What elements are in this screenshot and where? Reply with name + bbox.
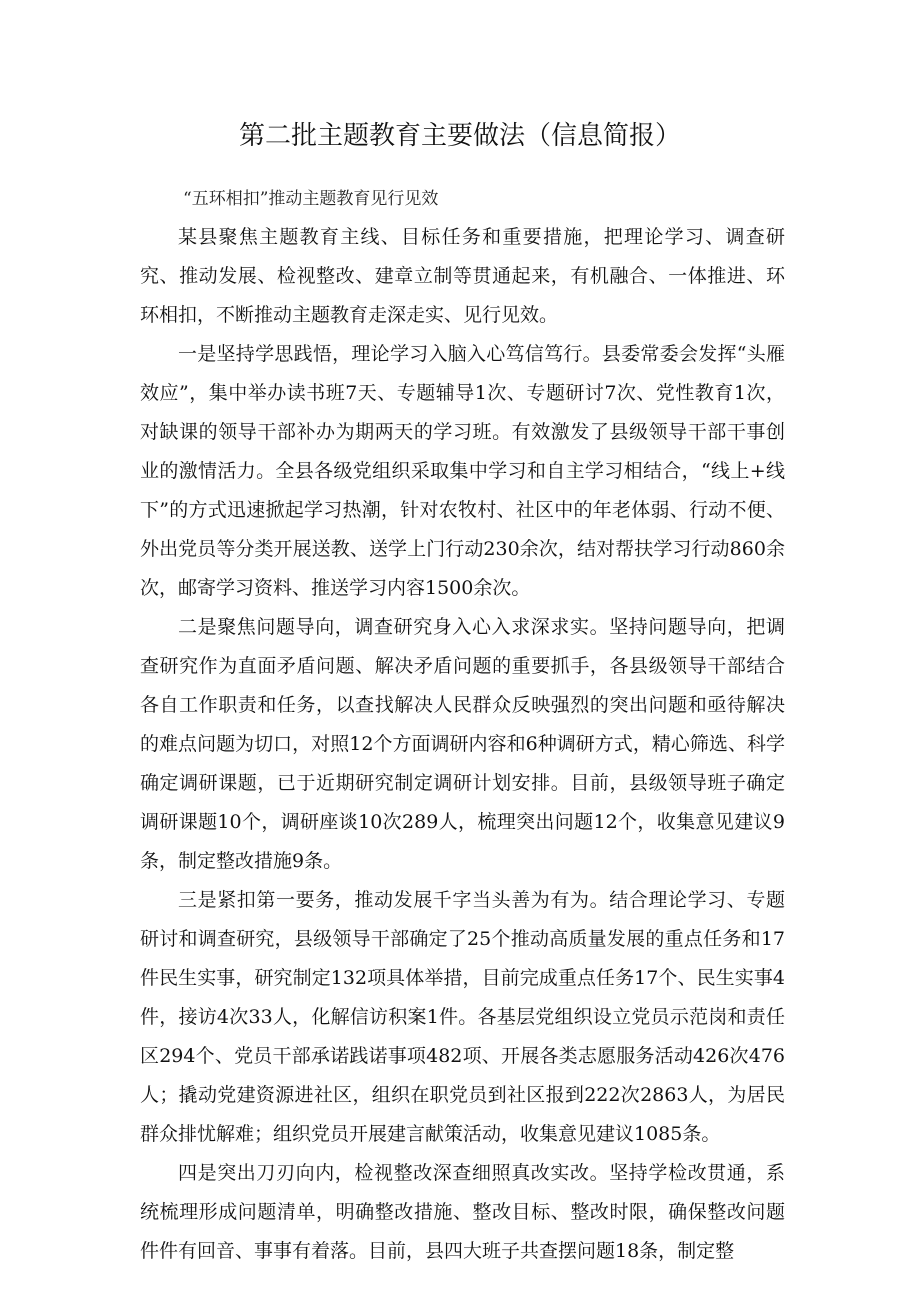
document-subtitle: “五环相扣”推动主题教育见行见效 (183, 189, 439, 209)
document-title: 第二批主题教育主要做法（信息简报） (238, 121, 681, 151)
paragraph-development: 三是紧扣第一要务，推动发展千字当头善为有为。结合理论学习、专题研讨和调查研究，县级领导干部确定了25个推动高质量发展的重点任务和17件民生实事，研究制定132项具体举措，目前完成重点任务17个、民生实事4件，接访4次33人，化解信访积案1件。各基层党组织设立党员示范岗和责任区294个、党员干部承诺践诺事项482项、开展各类志愿服务活动426次476人；撬动党建资源进社区，组织在职党员到社区报到222次2863人，为居民群众排忧解难；组织党员开展建言献策活动，收集意见建议1085条。 (140, 889, 785, 1145)
paragraph-rectification: 四是突出刀刃向内，检视整改深查细照真改实改。坚持学检改贯通，系统梳理形成问题清单，明确整改措施、整改目标、整改时限，确保整改问题件件有回音、事事有着落。目前，县四大班子共查摆问题18条，制定整 (140, 1162, 785, 1262)
paragraph-investigation: 二是聚焦问题导向，调查研究身入心入求深求实。坚持问题导向，把调查研究作为直面矛盾问题、解决矛盾问题的重要抓手，各县级领导干部结合各自工作职责和任务，以查找解决人民群众反映强烈的突出问题和亟待解决的难点问题为切口，对照12个方面调研内容和6种调研方式，精心筛选、科学确定调研课题，已于近期研究制定调研计划安排。目前，县级领导班子确定调研课题10个，调研座谈10次289人，梳理突出问题12个，收集意见建议9条，制定整改措施9条。 (140, 616, 785, 872)
document-body (140, 180, 785, 1271)
paragraph-intro: 某县聚焦主题教育主线、目标任务和重要措施，把理论学习、调查研究、推动发展、检视整改、建章立制等贯通起来，有机融合、一体推进、环环相扣，不断推动主题教育走深走实、见行见效。 (140, 226, 785, 326)
paragraph-theory-study: 一是坚持学思践悟，理论学习入脑入心笃信笃行。县委常委会发挥“头雁效应”，集中举办读书班7天、专题辅导1次、专题研讨7次、党性教育1次，对缺课的领导干部补办为期两天的学习班。有效激发了县级领导干部干事创业的激情活力。全县各级党组织采取集中学习和自主学习相结合，“线上+线下”的方式迅速掀起学习热潮，针对农牧村、社区中的年老体弱、行动不便、外出党员等分类开展送教、送学上门行动230余次，结对帮扶学习行动860余次，邮寄学习资料、推送学习内容1500余次。 (140, 343, 785, 599)
